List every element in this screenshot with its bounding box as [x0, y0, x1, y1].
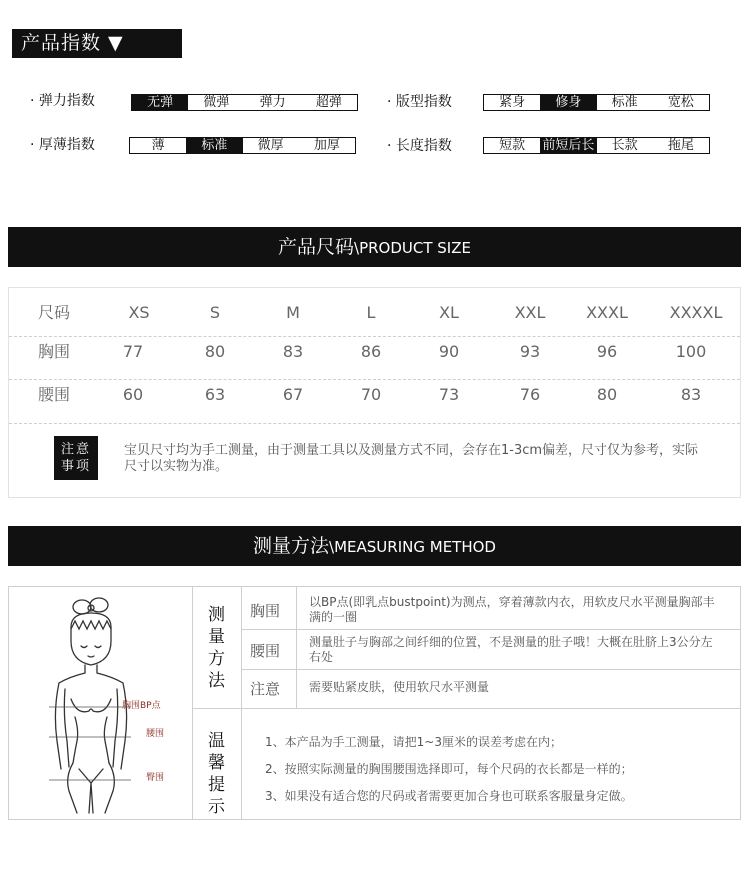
scale-option: 超弹	[315, 95, 342, 110]
table-cell: 100	[675, 342, 707, 361]
method-text-waist: 测量肚子与胸部之间纤细的位置，不是测量的肚子哦！大概在肚脐上3公分左右处	[309, 635, 713, 664]
table-cell: 96	[596, 342, 618, 361]
table-header-cell: XS	[128, 303, 150, 322]
grid-line	[241, 629, 740, 630]
tip-item: 2、按照实际测量的胸围腰围选择即可，每个尺码的衣长都是一样的；	[265, 762, 633, 776]
scale-option: 加厚	[313, 138, 340, 153]
method-heading	[204, 604, 229, 692]
table-header-cell: XXXXL	[669, 303, 723, 322]
method-label-note: 注意	[250, 680, 281, 698]
method-label-bust: 胸围	[250, 602, 281, 620]
banner-title-cn: 测量方法	[253, 535, 330, 557]
note-badge	[54, 436, 98, 480]
grid-line	[241, 708, 242, 819]
scale-option: 标准	[611, 95, 638, 110]
row-divider	[9, 423, 740, 424]
scale-option: 微厚	[257, 138, 284, 153]
table-cell: 60	[122, 385, 144, 404]
table-header-cell: M	[286, 303, 300, 322]
length-label: · 长度指数	[387, 138, 452, 154]
table-cell: 腰围	[37, 385, 70, 404]
hip-figure-label: 臀围	[146, 773, 165, 783]
table-cell: 86	[360, 342, 382, 361]
grid-line	[241, 587, 242, 708]
method-text-bust: 以BP点(即乳点bustpoint)为测点，穿着薄款内衣，用软皮尺水平测量胸部丰满的一圈	[309, 595, 715, 624]
method-label-waist: 腰围	[250, 642, 281, 660]
table-row	[9, 331, 740, 373]
scale-option: 修身	[540, 95, 596, 110]
product-size-banner	[8, 227, 741, 267]
table-cell: 63	[204, 385, 226, 404]
table-row	[9, 374, 740, 416]
grid-line	[296, 587, 297, 708]
elasticity-label: · 弹力指数	[30, 93, 95, 109]
scale-option: 拖尾	[667, 138, 694, 153]
table-cell: 73	[438, 385, 460, 404]
scale-option: 无弹	[132, 95, 188, 110]
table-cell: 76	[519, 385, 541, 404]
table-cell: 83	[680, 385, 702, 404]
table-header-cell: 尺码	[37, 303, 70, 322]
measuring-method-banner	[8, 526, 741, 566]
method-text-note: 需要贴紧皮肤，使用软尺水平测量	[309, 680, 490, 694]
grid-line	[192, 587, 193, 819]
thickness-label: · 厚薄指数	[30, 137, 95, 153]
tips-heading-char: 示	[208, 797, 225, 817]
scale-option: 前短后长	[540, 138, 596, 153]
table-cell: 80	[204, 342, 226, 361]
table-cell: 93	[519, 342, 541, 361]
bust-bp-label: 胸围BP点	[122, 701, 161, 711]
banner-title-en: PRODUCT SIZE	[359, 239, 471, 257]
banner-title-cn: 产品尺码	[278, 236, 355, 258]
scale-option: 短款	[499, 138, 526, 153]
tip-item: 1、本产品为手工测量，请把1~3厘米的误差考虑在内；	[265, 735, 562, 749]
scale-option: 微弹	[203, 95, 230, 110]
elasticity-scale	[131, 94, 358, 111]
fit-label: · 版型指数	[387, 94, 452, 110]
table-cell: 90	[438, 342, 460, 361]
banner-separator: \	[329, 538, 335, 556]
grid-line	[241, 669, 740, 670]
length-scale	[483, 137, 710, 154]
method-heading-char: 方	[208, 649, 225, 669]
grid-line	[192, 708, 740, 709]
size-header-row	[9, 292, 740, 334]
table-header-cell: S	[209, 303, 221, 322]
table-header-cell: XXL	[514, 303, 546, 322]
tips-heading-char: 馨	[208, 753, 225, 773]
measuring-method-table	[8, 586, 741, 820]
tips-heading	[204, 730, 229, 818]
scale-option: 长款	[611, 138, 638, 153]
tip-item: 3、如果没有适合您的尺码或者需要更加合身也可联系客服量身定做。	[265, 789, 633, 803]
table-cell: 77	[122, 342, 144, 361]
table-header-cell: XXXL	[586, 303, 628, 322]
table-header-cell: L	[366, 303, 376, 322]
size-table	[8, 287, 741, 498]
tips-heading-char: 提	[208, 775, 225, 795]
table-cell: 70	[360, 385, 382, 404]
tips-heading-char: 温	[208, 731, 225, 751]
banner-separator: \	[354, 239, 360, 257]
product-index-title: 产品指数 ▼	[12, 29, 182, 58]
note-badge-line: 事项	[60, 459, 91, 474]
fit-scale	[483, 94, 710, 111]
banner-title-en: MEASURING METHOD	[334, 538, 496, 556]
table-cell: 67	[282, 385, 304, 404]
scale-option: 薄	[151, 138, 165, 153]
scale-option: 弹力	[259, 95, 286, 110]
scale-option: 宽松	[667, 95, 694, 110]
table-cell: 83	[282, 342, 304, 361]
method-heading-char: 法	[208, 671, 225, 691]
table-cell: 80	[596, 385, 618, 404]
waist-figure-label: 腰围	[146, 729, 165, 739]
method-heading-char: 测	[208, 605, 225, 625]
table-header-cell: XL	[439, 303, 459, 322]
scale-option: 标准	[186, 138, 242, 153]
note-badge-line: 注意	[60, 442, 91, 457]
method-heading-char: 量	[208, 627, 225, 647]
thickness-scale	[129, 137, 356, 154]
table-cell: 胸围	[37, 342, 70, 361]
scale-option: 紧身	[499, 95, 526, 110]
size-note-text: 宝贝尺寸均为手工测量，由于测量工具以及测量方式不同，会存在1-3cm偏差，尺寸仅为参考，实际尺寸以实物为准。	[124, 443, 699, 474]
